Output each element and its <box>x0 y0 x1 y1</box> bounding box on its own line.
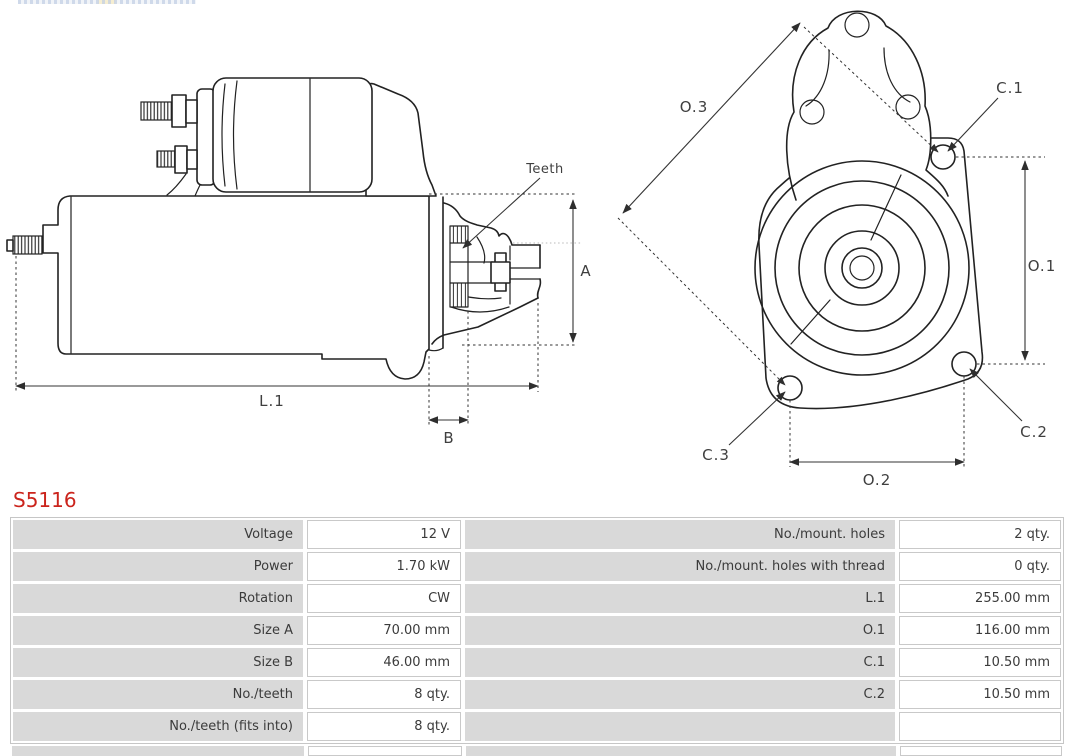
spec-value-cell: 70.00 mm <box>307 616 461 645</box>
spec-value-cell: 2 qty. <box>899 520 1061 549</box>
spec-value-cell <box>900 746 1062 756</box>
spec-label-cell: Size B <box>13 648 303 677</box>
spec-value-cell: 1.70 kW <box>307 552 461 581</box>
table-row <box>13 680 1061 709</box>
dim-label-c2: C.2 <box>1020 423 1048 441</box>
pinion-teeth <box>450 226 468 243</box>
spec-label-cell: C.1 <box>465 648 895 677</box>
table-row <box>13 552 1061 581</box>
drive-end-housing <box>429 197 540 351</box>
dim-label-o3: O.3 <box>679 98 709 116</box>
spec-label-cell: O.1 <box>465 616 895 645</box>
spec-label-cell: Size A <box>13 616 303 645</box>
dim-label-o2: O.2 <box>862 471 892 489</box>
spec-label-cell: Voltage <box>13 520 303 549</box>
spec-label-cell: No./mount. holes with thread <box>465 552 895 581</box>
spec-label-cell: Power <box>13 552 303 581</box>
spec-value-cell: 0 qty. <box>899 552 1061 581</box>
spec-label-cell: No./mount. holes <box>465 520 895 549</box>
dim-label-c3: C.3 <box>702 446 730 464</box>
dim-label-c1: C.1 <box>996 79 1024 97</box>
callout-c3 <box>702 392 785 464</box>
motor-body <box>43 196 429 379</box>
spec-value-cell: 8 qty. <box>307 712 461 741</box>
table-row <box>13 712 1061 741</box>
spec-label-cell: L.1 <box>465 584 895 613</box>
next-table-row-clipped <box>10 746 1064 756</box>
table-row <box>13 584 1061 613</box>
spec-value-cell <box>899 712 1061 741</box>
dim-label-a: A <box>580 262 592 280</box>
spec-value-cell <box>308 746 462 756</box>
table-row <box>13 520 1061 549</box>
spec-label-cell <box>466 746 896 756</box>
table-row <box>13 616 1061 645</box>
spec-label-cell: C.2 <box>465 680 895 709</box>
spec-label-cell: No./teeth <box>13 680 303 709</box>
spec-value-cell: 255.00 mm <box>899 584 1061 613</box>
spec-label-cell: Rotation <box>13 584 303 613</box>
spec-label-cell <box>12 746 304 756</box>
part-number: S5116 <box>13 488 77 512</box>
side-view-drawing <box>7 78 592 447</box>
spec-label-cell: No./teeth (fits into) <box>13 712 303 741</box>
front-view-drawing <box>618 11 1056 489</box>
dim-label-b: B <box>443 429 455 447</box>
dim-label-l1: L.1 <box>259 392 285 410</box>
solenoid <box>141 78 372 196</box>
terminal-stud-lower <box>157 151 175 167</box>
spec-table <box>10 517 1064 744</box>
solenoid-bracket <box>366 84 436 196</box>
table-row <box>13 648 1061 677</box>
dim-label-o1: O.1 <box>1027 257 1057 275</box>
spec-value-cell: 12 V <box>307 520 461 549</box>
spec-value-cell: CW <box>307 584 461 613</box>
terminal-stud-upper <box>141 102 172 120</box>
spec-value-cell: 10.50 mm <box>899 680 1061 709</box>
callout-c1 <box>948 79 1024 151</box>
spec-value-cell: 10.50 mm <box>899 648 1061 677</box>
terminal-stud-left <box>13 236 42 254</box>
spec-value-cell: 8 qty. <box>307 680 461 709</box>
callout-c2 <box>970 369 1048 441</box>
spec-value-cell: 46.00 mm <box>307 648 461 677</box>
spec-label-cell <box>465 712 895 741</box>
spec-value-cell: 116.00 mm <box>899 616 1061 645</box>
mount-hole-c3 <box>778 376 802 400</box>
teeth-label: Teeth <box>526 162 564 177</box>
teeth-callout <box>463 162 564 248</box>
mount-hole-c2 <box>952 352 976 376</box>
